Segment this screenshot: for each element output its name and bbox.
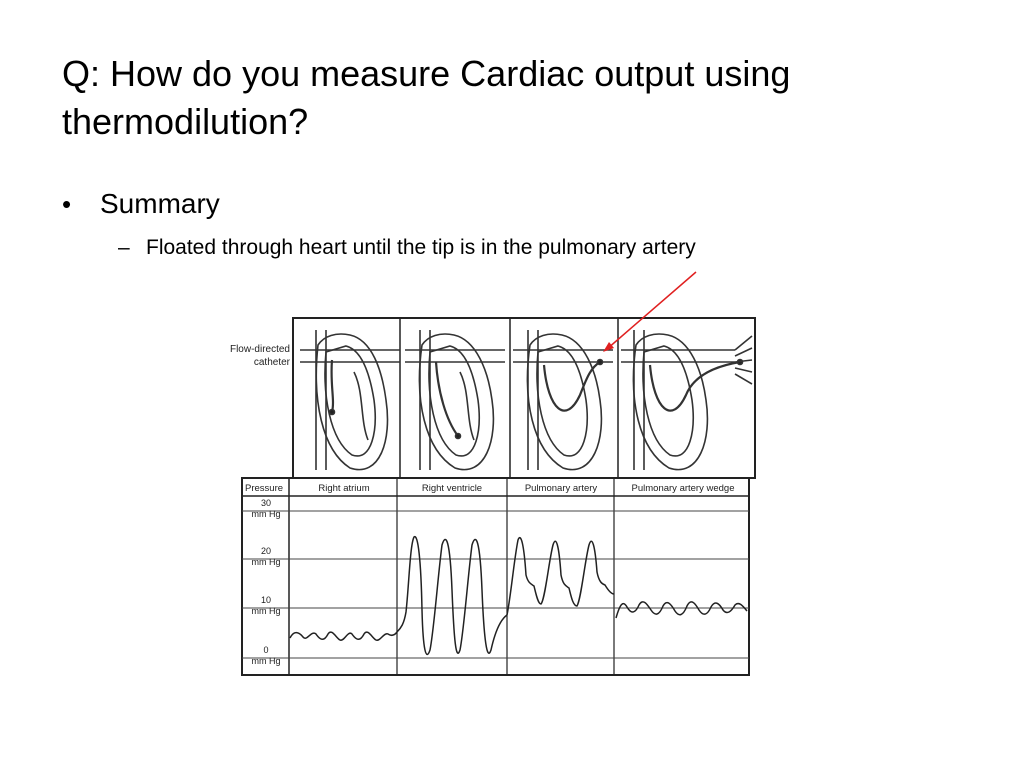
catheter-label-line1: Flow-directed [229,344,290,355]
heart-illustration-pulmonary-artery [513,330,613,470]
pointer-arrow [607,272,696,349]
tick-0-value: 0 [263,645,269,655]
panel-label-pulmonary-artery-wedge: Pulmonary artery wedge [631,483,735,494]
sub-bullet-text: Floated through heart until the tip is in the pulmonary artery [146,236,696,259]
tick-30-value: 30 [260,498,272,508]
sub-bullet-mark: – [118,236,130,259]
catheter-label-line2: catheter [253,357,290,368]
tick-20-unit: mm Hg [251,557,281,567]
pressure-chart-frame [242,478,749,675]
heart-illustration-right-ventricle [405,330,505,470]
bullet-mark: • [62,189,72,219]
heart-illustration-right-atrium [300,330,400,470]
tick-20-value: 20 [260,546,272,556]
tick-10-unit: mm Hg [251,606,281,616]
tick-30-unit: mm Hg [251,509,281,519]
tick-0-unit: mm Hg [251,656,281,666]
waveform-pulmonary-artery-wedge [616,602,747,618]
waveform-right-atrium [290,632,397,640]
pressure-header: Pressure [245,483,284,494]
waveform-right-ventricle [397,537,507,655]
bullet-text: Summary [100,188,220,219]
panel-label-right-ventricle: Right ventricle [421,483,483,494]
panel-label-pulmonary-artery: Pulmonary artery [524,483,598,494]
panel-label-right-atrium: Right atrium [318,483,370,494]
heart-illustration-pulmonary-artery-wedge [621,330,752,470]
waveform-pulmonary-artery [507,538,614,615]
slide-title: Q: How do you measure Cardiac output using thermodilution? [62,53,791,142]
tick-10-value: 10 [260,595,272,605]
